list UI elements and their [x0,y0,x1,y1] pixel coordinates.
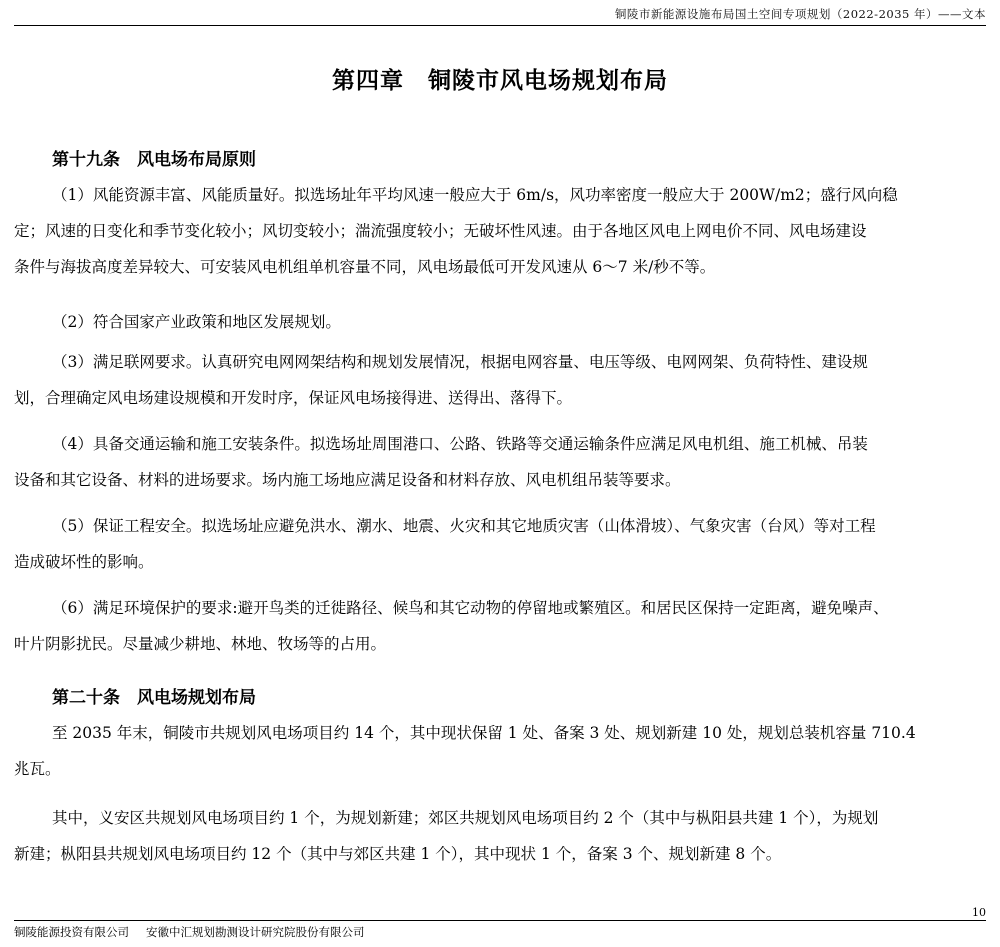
paragraph-line: （1）风能资源丰富、风能质量好。拟选场址年平均风速一般应大于 6m/s，风功率密度一般应大于 200W/m2；盛行风向稳 [52,186,898,204]
paragraph [14,715,986,787]
paragraph-line: 叶片阴影扰民。尽量减少耕地、林地、牧场等的占用。 [14,635,387,653]
running-header: 铜陵市新能源设施布局国土空间专项规划（2022-2035 年）——文本 [614,7,986,21]
paragraph-line: 划，合理确定风电场建设规模和开发时序，保证风电场接得进、送得出、落得下。 [14,389,573,407]
paragraph-line: 至 2035 年末，铜陵市共规划风电场项目约 14 个，其中现状保留 1 处、备案 3 处、规划新建 10 处，规划总装机容量 710.4 [52,724,916,742]
paragraph [14,590,986,662]
footer-divider [14,920,986,921]
paragraph [14,344,986,416]
paragraph [14,508,986,580]
paragraph-line: （4）具备交通运输和施工安装条件。拟选场址周围港口、公路、铁路等交通运输条件应满足风电机组、施工机械、吊装 [52,435,868,453]
paragraph-line: （5）保证工程安全。拟选场址应避免洪水、潮水、地震、火灾和其它地质灾害（山体滑坡）、气象灾害（台风）等对工程 [52,517,876,535]
paragraph-line: （3）满足联网要求。认真研究电网网架结构和规划发展情况，根据电网容量、电压等级、电网网架、负荷特性、建设规 [52,353,868,371]
paragraph-line: 造成破坏性的影响。 [14,553,154,571]
paragraph-line: 其中，义安区共规划风电场项目约 1 个，为规划新建；郊区共规划风电场项目约 2 个（其中与枞阳县共建 1 个），为规划 [52,809,879,827]
article-heading: 第二十条 风电场规划布局 [52,688,256,708]
chapter-title: 第四章 铜陵市风电场规划布局 [332,68,668,94]
paragraph [14,800,986,872]
article-heading: 第十九条 风电场布局原则 [52,150,256,170]
paragraph-line: （6）满足环境保护的要求:避开鸟类的迁徙路径、候鸟和其它动物的停留地或繁殖区。和居民区保持一定距离，避免噪声、 [52,599,889,617]
paragraph-line: 定；风速的日变化和季节变化较小；风切变较小；湍流强度较小；无破坏性风速。由于各地区风电上网电价不同、风电场建设 [14,222,867,240]
page-number: 10 [972,906,986,919]
paragraph-line: 条件与海拔高度差异较大、可安装风电机组单机容量不同，风电场最低可开发风速从 6～7 米/秒不等。 [14,258,716,276]
paragraph [14,177,986,285]
paragraph [14,304,986,340]
header-divider [14,25,986,26]
paragraph-line: 新建；枞阳县共规划风电场项目约 12 个（其中与郊区共建 1 个），其中现状 1 个，备案 3 个、规划新建 8 个。 [14,845,782,863]
footer-company-right: 安徽中汇规划勘测设计研究院股份有限公司 [146,925,365,939]
paragraph-line: （2）符合国家产业政策和地区发展规划。 [52,313,341,331]
paragraph-line: 设备和其它设备、材料的进场要求。场内施工场地应满足设备和材料存放、风电机组吊装等要求。 [14,471,681,489]
paragraph [14,426,986,498]
paragraph-line: 兆瓦。 [14,760,61,778]
footer-company-left: 铜陵能源投资有限公司 [14,925,129,939]
